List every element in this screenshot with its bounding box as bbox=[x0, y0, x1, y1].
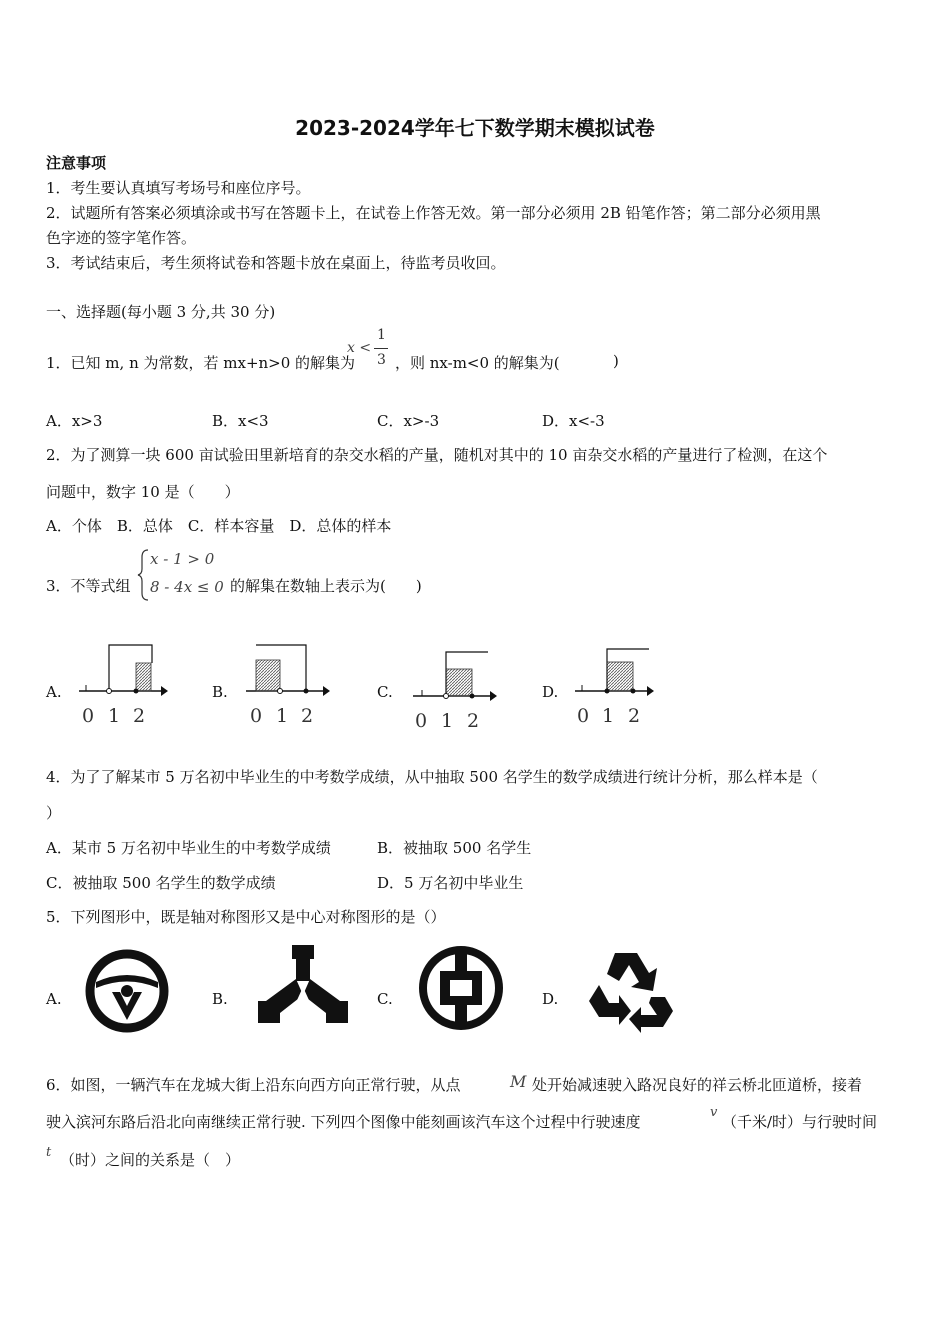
q5-option-a-label: A. bbox=[46, 990, 62, 1008]
q3-number-line-c bbox=[410, 645, 510, 735]
tick-label: 2 bbox=[628, 705, 641, 727]
q5-option-d-label: D. bbox=[542, 990, 559, 1008]
q3-option-c-label: C. bbox=[377, 683, 393, 701]
q4-option-d: D．5 万名初中毕业生 bbox=[377, 874, 524, 892]
q1-option-b: B．x<3 bbox=[212, 412, 269, 430]
page-title: 2023-2024学年七下数学期末模拟试卷 bbox=[295, 116, 655, 140]
q2-line-1: 2．为了测算一块 600 亩试验田里新培育的杂交水稻的产量，随机对其中的 10 亩杂交水稻的产量进行了检测，在这个 bbox=[46, 446, 828, 464]
q1-stem-a: 1．已知 m, n 为常数，若 mx+n>0 的解集为 bbox=[46, 354, 356, 372]
tick-label: 2 bbox=[133, 705, 146, 727]
tick-label: 1 bbox=[276, 705, 289, 727]
q1-ineq-x: x < bbox=[347, 340, 372, 356]
tick-label: 0 bbox=[250, 705, 263, 727]
q1-frac-den: 3 bbox=[377, 352, 386, 368]
q3-option-b-label: B. bbox=[212, 683, 228, 701]
q5-stem: 5．下列图形中，既是轴对称图形又是中心对称图形的是（） bbox=[46, 908, 446, 926]
q1-option-c: C．x>-3 bbox=[377, 412, 440, 430]
q2-line-2: 问题中，数字 10 是（ ） bbox=[46, 483, 240, 501]
tick-label: 0 bbox=[415, 710, 428, 732]
q1-frac-num: 1 bbox=[377, 327, 386, 343]
q3-stem-b: 的解集在数轴上表示为( ) bbox=[230, 577, 422, 595]
q1-option-a: A．x>3 bbox=[46, 412, 103, 430]
q4-option-b: B．被抽取 500 名学生 bbox=[377, 839, 532, 857]
q3-system-line-2: 8 - 4x ≤ 0 bbox=[150, 578, 224, 596]
q1-option-d: D．x<-3 bbox=[542, 412, 605, 430]
q5-figure-c bbox=[416, 943, 506, 1033]
tick-label: 2 bbox=[301, 705, 314, 727]
q4-line-2: ） bbox=[46, 804, 62, 822]
notice-item-2-cont: 色字迹的签字笔作答。 bbox=[46, 229, 197, 247]
q1-stem-c: ) bbox=[613, 352, 619, 370]
q6-var-v: v bbox=[710, 1105, 718, 1120]
q3-number-line-d bbox=[572, 640, 672, 730]
q4-line-1: 4．为了了解某市 5 万名初中毕业生的中考数学成绩，从中抽取 500 名学生的数学成绩进行统计分析，那么样本是（ bbox=[46, 768, 818, 786]
section-heading: 一、选择题(每小题 3 分,共 30 分) bbox=[46, 303, 276, 321]
q6-line-2a: 驶入滨河东路后沿北向南继续正常行驶. 下列四个图像中能刻画该汽车这个过程中行驶速度 bbox=[46, 1113, 641, 1131]
q5-option-c-label: C. bbox=[377, 990, 393, 1008]
q6-line-2b: （千米/时）与行驶时间 bbox=[722, 1113, 878, 1131]
tick-label: 1 bbox=[441, 710, 454, 732]
tick-label: 1 bbox=[602, 705, 615, 727]
q3-stem-a: 3．不等式组 bbox=[46, 577, 131, 595]
q4-option-c: C．被抽取 500 名学生的数学成绩 bbox=[46, 874, 276, 892]
q5-option-b-label: B. bbox=[212, 990, 228, 1008]
q1-stem-b: ，则 nx-m<0 的解集为( bbox=[395, 354, 560, 372]
q6-var-m: M bbox=[510, 1072, 527, 1091]
q3-option-d-label: D. bbox=[542, 683, 559, 701]
notice-item-3: 3．考试结束后，考生须将试卷和答题卡放在桌面上，待监考员收回。 bbox=[46, 254, 506, 272]
notice-item-1: 1．考生要认真填写考场号和座位序号。 bbox=[46, 179, 311, 197]
q4-option-a: A．某市 5 万名初中毕业生的中考数学成绩 bbox=[46, 839, 331, 857]
q2-options: A．个体 B．总体 C．样本容量 D．总体的样本 bbox=[46, 517, 392, 535]
q3-system-line-1: x - 1 > 0 bbox=[150, 550, 215, 568]
q6-var-t: t bbox=[46, 1145, 52, 1160]
q5-figure-d bbox=[585, 945, 677, 1035]
q6-line-1a: 6．如图，一辆汽车在龙城大街上沿东向西方向正常行驶，从点 bbox=[46, 1076, 461, 1094]
q6-line-1b: 处开始减速驶入路况良好的祥云桥北匝道桥，接着 bbox=[532, 1076, 863, 1094]
q1-frac-bar bbox=[374, 348, 388, 349]
tick-label: 1 bbox=[108, 705, 121, 727]
q3-option-a-label: A. bbox=[46, 683, 62, 701]
tick-label: 0 bbox=[82, 705, 95, 727]
tick-label: 0 bbox=[577, 705, 590, 727]
tick-label: 2 bbox=[467, 710, 480, 732]
notice-heading: 注意事项 bbox=[46, 154, 107, 172]
q3-number-line-b bbox=[243, 640, 343, 730]
q3-system-brace bbox=[138, 549, 150, 601]
q5-figure-a bbox=[84, 948, 170, 1034]
notice-item-2: 2．试题所有答案必须填涂或书写在答题卡上，在试卷上作答无效。第一部分必须用 2B 铅笔作答；第二部分必须用黑 bbox=[46, 204, 821, 222]
q6-line-3: （时）之间的关系是（ ） bbox=[60, 1151, 241, 1169]
q3-number-line-a bbox=[76, 640, 176, 730]
q5-figure-b bbox=[256, 943, 350, 1029]
